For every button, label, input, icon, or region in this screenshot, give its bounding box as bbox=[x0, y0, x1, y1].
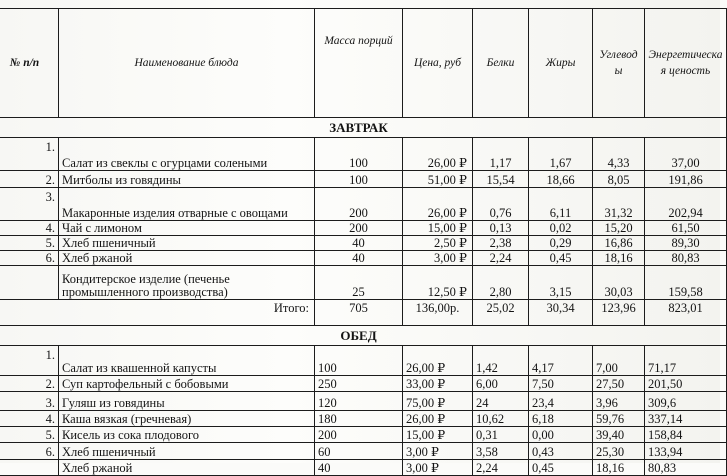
row-price: 15,00 ₽ bbox=[403, 427, 473, 443]
row-protein: 1,17 bbox=[473, 138, 529, 171]
row-name: Хлеб пшеничный bbox=[59, 443, 315, 460]
row-protein: 2,38 bbox=[473, 236, 529, 251]
row-protein: 3,58 bbox=[473, 443, 529, 460]
row-fat: 23,4 bbox=[529, 392, 593, 411]
row-energy: 191,86 bbox=[645, 171, 727, 188]
row-energy: 89,30 bbox=[645, 236, 727, 251]
row-name: Суп картофельный с бобовыми bbox=[59, 376, 315, 392]
row-fat: 6,18 bbox=[529, 411, 593, 427]
row-protein: 15,54 bbox=[473, 171, 529, 188]
row-energy: 61,50 bbox=[645, 221, 727, 236]
row-mass: 200 bbox=[315, 427, 403, 443]
lunch-section-row bbox=[0, 326, 727, 346]
row-num: 2. bbox=[0, 376, 59, 392]
row-carbs: 30,03 bbox=[593, 266, 645, 300]
row-carbs: 16,86 bbox=[593, 236, 645, 251]
row-mass: 250 bbox=[315, 376, 403, 392]
row-protein: 0,13 bbox=[473, 221, 529, 236]
table-row bbox=[0, 443, 727, 460]
header-carbs: Углеводы bbox=[593, 9, 645, 118]
row-fat: 0,45 bbox=[529, 460, 593, 476]
header-name: Наименование блюда bbox=[59, 9, 315, 118]
row-price: 26,00 ₽ bbox=[403, 346, 473, 376]
row-num: 5. bbox=[0, 236, 59, 251]
row-fat: 6,11 bbox=[529, 188, 593, 221]
row-protein: 2,24 bbox=[473, 460, 529, 476]
row-carbs: 39,40 bbox=[593, 427, 645, 443]
header-mass: Масса порций bbox=[315, 9, 403, 118]
row-fat: 0,29 bbox=[529, 236, 593, 251]
row-price: 3,00 ₽ bbox=[403, 251, 473, 266]
row-num bbox=[0, 460, 59, 476]
row-fat: 0,00 bbox=[529, 427, 593, 443]
header-energy: Энергетическая ценость bbox=[645, 9, 727, 118]
total-row bbox=[0, 300, 727, 326]
row-fat: 4,17 bbox=[529, 346, 593, 376]
row-protein: 0,76 bbox=[473, 188, 529, 221]
row-price: 26,00 ₽ bbox=[403, 138, 473, 171]
header-fat: Жиры bbox=[529, 9, 593, 118]
row-mass: 40 bbox=[315, 236, 403, 251]
table-row bbox=[0, 188, 727, 221]
row-protein: 2,80 bbox=[473, 266, 529, 300]
row-mass: 40 bbox=[315, 460, 403, 476]
row-mass: 200 bbox=[315, 188, 403, 221]
row-name: Чай с лимоном bbox=[59, 221, 315, 236]
row-num: 1. bbox=[0, 138, 59, 171]
row-name: Хлеб пшеничный bbox=[59, 236, 315, 251]
row-name: Хлеб ржаной bbox=[59, 460, 315, 476]
row-name: Хлеб ржаной bbox=[59, 251, 315, 266]
row-num: 3. bbox=[0, 188, 59, 221]
row-price: 12,50 ₽ bbox=[403, 266, 473, 300]
row-price: 3,00 ₽ bbox=[403, 460, 473, 476]
row-name: Салат из квашенной капусты bbox=[59, 346, 315, 376]
row-num: 4. bbox=[0, 221, 59, 236]
row-carbs: 3,96 bbox=[593, 392, 645, 411]
row-price: 75,00 ₽ bbox=[403, 392, 473, 411]
row-name: Каша вязкая (гречневая) bbox=[59, 411, 315, 427]
row-carbs: 59,76 bbox=[593, 411, 645, 427]
row-name: Кисель из сока плодового bbox=[59, 427, 315, 443]
row-price: 26,00 ₽ bbox=[403, 188, 473, 221]
menu-table bbox=[0, 8, 727, 476]
row-num: 2. bbox=[0, 171, 59, 188]
row-mass: 100 bbox=[315, 138, 403, 171]
row-energy: 201,50 bbox=[645, 376, 727, 392]
row-energy: 309,6 bbox=[645, 392, 727, 411]
row-mass: 180 bbox=[315, 411, 403, 427]
row-fat: 7,50 bbox=[529, 376, 593, 392]
total-price: 136,00р. bbox=[403, 300, 473, 326]
row-num: 1. bbox=[0, 346, 59, 376]
table-row bbox=[0, 427, 727, 443]
header-price: Цена, руб bbox=[403, 9, 473, 118]
breakfast-section-row bbox=[0, 118, 727, 138]
row-mass: 100 bbox=[315, 171, 403, 188]
row-name: Кондитерское изделие (печенье промышленного производства) bbox=[59, 266, 315, 300]
table-row bbox=[0, 251, 727, 266]
row-price: 51,00 ₽ bbox=[403, 171, 473, 188]
row-price: 26,00 ₽ bbox=[403, 411, 473, 427]
header-protein: Белки bbox=[473, 9, 529, 118]
row-energy: 80,83 bbox=[645, 460, 727, 476]
table-row bbox=[0, 392, 727, 411]
header-row bbox=[0, 9, 727, 118]
row-mass: 120 bbox=[315, 392, 403, 411]
row-energy: 158,84 bbox=[645, 427, 727, 443]
row-price: 33,00 ₽ bbox=[403, 376, 473, 392]
row-energy: 37,00 bbox=[645, 138, 727, 171]
row-energy: 159,58 bbox=[645, 266, 727, 300]
row-carbs: 7,00 bbox=[593, 346, 645, 376]
table-row bbox=[0, 171, 727, 188]
total-label: Итого: bbox=[0, 300, 315, 326]
row-mass: 60 bbox=[315, 443, 403, 460]
row-name: Салат из свеклы с огурцами солеными bbox=[59, 138, 315, 171]
row-num: 6. bbox=[0, 443, 59, 460]
row-mass: 25 bbox=[315, 266, 403, 300]
table-row bbox=[0, 221, 727, 236]
row-carbs: 18,16 bbox=[593, 251, 645, 266]
row-carbs: 25,30 bbox=[593, 443, 645, 460]
row-name: Гуляш из говядины bbox=[59, 392, 315, 411]
row-protein: 2,24 bbox=[473, 251, 529, 266]
table-row bbox=[0, 460, 727, 476]
row-mass: 40 bbox=[315, 251, 403, 266]
row-carbs: 18,16 bbox=[593, 460, 645, 476]
row-price: 15,00 ₽ bbox=[403, 221, 473, 236]
table-row bbox=[0, 266, 727, 300]
row-num: 3. bbox=[0, 392, 59, 411]
row-carbs: 4,33 bbox=[593, 138, 645, 171]
row-protein: 0,31 bbox=[473, 427, 529, 443]
row-energy: 80,83 bbox=[645, 251, 727, 266]
row-energy: 71,17 bbox=[645, 346, 727, 376]
total-carbs: 123,96 bbox=[593, 300, 645, 326]
header-num: № п/п bbox=[0, 9, 59, 118]
row-carbs: 27,50 bbox=[593, 376, 645, 392]
row-name: Митболы из говядины bbox=[59, 171, 315, 188]
row-carbs: 15,20 bbox=[593, 221, 645, 236]
lunch-title: ОБЕД bbox=[0, 326, 727, 346]
row-num: 5. bbox=[0, 427, 59, 443]
row-fat: 1,67 bbox=[529, 138, 593, 171]
row-name: Макаронные изделия отварные с овощами bbox=[59, 188, 315, 221]
row-fat: 18,66 bbox=[529, 171, 593, 188]
total-protein: 25,02 bbox=[473, 300, 529, 326]
row-price: 2,50 ₽ bbox=[403, 236, 473, 251]
row-energy: 337,14 bbox=[645, 411, 727, 427]
row-fat: 0,02 bbox=[529, 221, 593, 236]
row-protein: 10,62 bbox=[473, 411, 529, 427]
table-row bbox=[0, 138, 727, 171]
row-mass: 200 bbox=[315, 221, 403, 236]
breakfast-title: ЗАВТРАК bbox=[0, 118, 727, 138]
row-protein: 1,42 bbox=[473, 346, 529, 376]
row-fat: 0,45 bbox=[529, 251, 593, 266]
row-fat: 3,15 bbox=[529, 266, 593, 300]
table-row bbox=[0, 411, 727, 427]
row-num bbox=[0, 266, 59, 300]
row-protein: 24 bbox=[473, 392, 529, 411]
table-row bbox=[0, 346, 727, 376]
row-mass: 100 bbox=[315, 346, 403, 376]
table-row bbox=[0, 236, 727, 251]
row-num: 6. bbox=[0, 251, 59, 266]
total-fat: 30,34 bbox=[529, 300, 593, 326]
row-energy: 133,94 bbox=[645, 443, 727, 460]
row-num: 4. bbox=[0, 411, 59, 427]
row-energy: 202,94 bbox=[645, 188, 727, 221]
row-carbs: 8,05 bbox=[593, 171, 645, 188]
total-energy: 823,01 bbox=[645, 300, 727, 326]
row-fat: 0,43 bbox=[529, 443, 593, 460]
row-carbs: 31,32 bbox=[593, 188, 645, 221]
row-protein: 6,00 bbox=[473, 376, 529, 392]
total-mass: 705 bbox=[315, 300, 403, 326]
row-price: 3,00 ₽ bbox=[403, 443, 473, 460]
table-row bbox=[0, 376, 727, 392]
